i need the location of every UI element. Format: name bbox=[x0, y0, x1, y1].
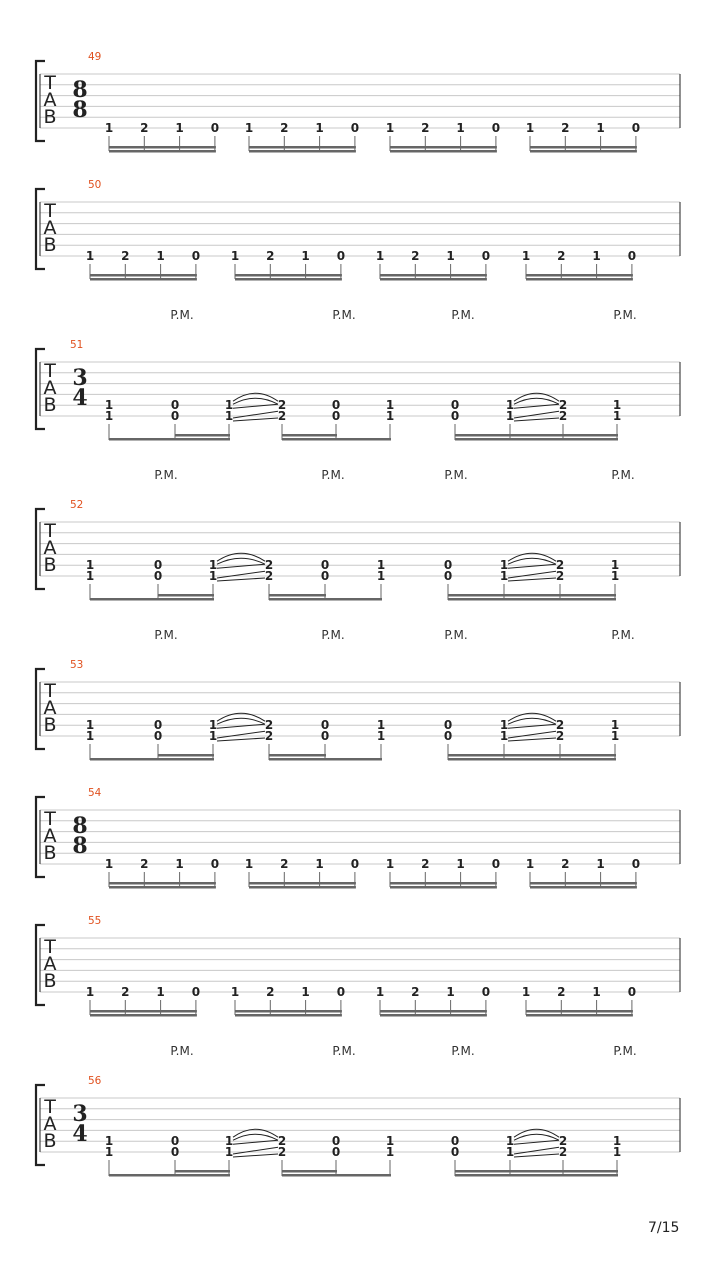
beam bbox=[530, 882, 637, 885]
fret-number-upper: 1 bbox=[505, 398, 515, 413]
fret-number: 1 bbox=[521, 249, 531, 263]
fret-number-upper: 1 bbox=[499, 558, 509, 573]
beam bbox=[90, 1010, 197, 1013]
fret-number-lower: 1 bbox=[612, 409, 622, 423]
tab-clef-letter: T bbox=[44, 808, 56, 830]
fret-number-lower: 0 bbox=[153, 569, 163, 583]
fret-number: 1 bbox=[375, 985, 385, 999]
fret-number: 1 bbox=[456, 121, 465, 135]
slide-line bbox=[233, 411, 278, 418]
fret-number: 1 bbox=[596, 121, 605, 135]
fret-number-lower: 0 bbox=[170, 1145, 180, 1159]
slur-arc bbox=[217, 558, 265, 564]
fret-number: 0 bbox=[350, 121, 360, 135]
time-signature-bottom: 4 bbox=[72, 1121, 88, 1147]
fret-number-lower: 1 bbox=[104, 1145, 114, 1159]
slide-line bbox=[233, 1147, 278, 1154]
fret-number-upper: 1 bbox=[505, 1134, 515, 1149]
tab-clef-letter: T bbox=[44, 360, 56, 382]
fret-number-upper: 0 bbox=[320, 558, 330, 573]
fret-number-lower: 2 bbox=[558, 409, 568, 423]
slur-arc bbox=[233, 398, 278, 404]
fret-number: 2 bbox=[557, 985, 566, 999]
fret-number: 1 bbox=[85, 985, 95, 999]
fret-number-upper: 1 bbox=[612, 398, 622, 413]
tab-clef-letter: B bbox=[43, 714, 57, 736]
tab-system-49 bbox=[36, 51, 680, 153]
slide-line bbox=[217, 578, 265, 581]
slide-line bbox=[233, 418, 278, 421]
beam bbox=[380, 1010, 487, 1013]
beam bbox=[390, 882, 497, 885]
beam bbox=[235, 1010, 342, 1013]
measure-number: 52 bbox=[70, 499, 84, 511]
palm-mute-label: P.M. bbox=[321, 468, 345, 482]
fret-number-lower: 1 bbox=[385, 1145, 395, 1159]
beam bbox=[530, 146, 637, 149]
fret-number: 1 bbox=[85, 249, 95, 263]
fret-number-lower: 1 bbox=[208, 729, 218, 743]
fret-number: 0 bbox=[210, 857, 220, 871]
fret-number: 1 bbox=[592, 249, 601, 263]
slide-line bbox=[514, 1147, 559, 1154]
slide-line bbox=[508, 731, 556, 738]
fret-number-lower: 0 bbox=[443, 729, 453, 743]
tab-clef-letter: A bbox=[43, 953, 57, 975]
fret-number: 2 bbox=[280, 857, 289, 871]
fret-number-lower: 1 bbox=[610, 729, 620, 743]
palm-mute-label: P.M. bbox=[170, 308, 194, 322]
beam bbox=[390, 146, 497, 149]
beam bbox=[390, 150, 497, 153]
fret-number: 1 bbox=[385, 857, 395, 871]
beam bbox=[109, 886, 216, 889]
fret-number: 1 bbox=[375, 249, 385, 263]
fret-number-lower: 2 bbox=[555, 729, 565, 743]
fret-number: 1 bbox=[525, 857, 535, 871]
fret-number-lower: 0 bbox=[331, 1145, 341, 1159]
fret-number-upper: 2 bbox=[555, 558, 565, 573]
tab-system-50 bbox=[36, 179, 680, 281]
fret-number-upper: 2 bbox=[277, 1134, 287, 1149]
tab-clef-letter: T bbox=[44, 936, 56, 958]
beam bbox=[455, 438, 618, 441]
fret-number-upper: 1 bbox=[224, 1134, 234, 1149]
beam-secondary bbox=[282, 1170, 337, 1173]
fret-number: 2 bbox=[411, 249, 420, 263]
time-signature-top: 8 bbox=[72, 813, 88, 839]
fret-number: 2 bbox=[140, 121, 149, 135]
fret-number-lower: 0 bbox=[331, 409, 341, 423]
fret-number: 2 bbox=[411, 985, 420, 999]
fret-number: 1 bbox=[592, 985, 601, 999]
fret-number-lower: 2 bbox=[264, 729, 274, 743]
fret-number: 0 bbox=[350, 857, 360, 871]
fret-number-upper: 1 bbox=[104, 398, 114, 413]
beam bbox=[235, 274, 342, 277]
tab-clef-letter: B bbox=[43, 554, 57, 576]
fret-number-lower: 1 bbox=[85, 729, 95, 743]
tab-system-51 bbox=[36, 308, 680, 441]
fret-number-upper: 1 bbox=[610, 558, 620, 573]
palm-mute-label: P.M. bbox=[613, 308, 637, 322]
beam bbox=[526, 1014, 633, 1017]
slide-line bbox=[217, 731, 265, 738]
beam bbox=[235, 278, 342, 281]
fret-number-lower: 0 bbox=[450, 409, 460, 423]
tab-clef-letter: B bbox=[43, 970, 57, 992]
palm-mute-label: P.M. bbox=[613, 1044, 637, 1058]
fret-number: 0 bbox=[336, 985, 346, 999]
beam-secondary bbox=[282, 434, 337, 437]
beam-secondary bbox=[455, 1170, 618, 1173]
beam-secondary bbox=[448, 594, 616, 597]
fret-number-lower: 2 bbox=[264, 569, 274, 583]
fret-number-upper: 0 bbox=[153, 718, 163, 733]
fret-number-lower: 0 bbox=[450, 1145, 460, 1159]
fret-number-upper: 2 bbox=[558, 398, 568, 413]
fret-number: 1 bbox=[175, 857, 184, 871]
fret-number-upper: 2 bbox=[264, 718, 274, 733]
beam bbox=[249, 886, 356, 889]
fret-number-upper: 0 bbox=[450, 398, 460, 413]
beam bbox=[249, 882, 356, 885]
slide-line bbox=[217, 738, 265, 741]
time-signature-top: 3 bbox=[72, 365, 88, 391]
tab-clef-letter: B bbox=[43, 106, 57, 128]
fret-number-lower: 0 bbox=[153, 729, 163, 743]
fret-number-upper: 1 bbox=[385, 1134, 395, 1149]
fret-number-lower: 1 bbox=[376, 729, 386, 743]
fret-number: 2 bbox=[561, 121, 570, 135]
tab-clef-letter: B bbox=[43, 234, 57, 256]
fret-number: 2 bbox=[121, 249, 130, 263]
beam bbox=[90, 758, 214, 761]
fret-number-upper: 0 bbox=[331, 1134, 341, 1149]
fret-number-lower: 1 bbox=[224, 409, 234, 423]
fret-number-lower: 1 bbox=[612, 1145, 622, 1159]
beam bbox=[90, 274, 197, 277]
slide-line bbox=[514, 411, 559, 418]
beam bbox=[448, 598, 616, 601]
palm-mute-label: P.M. bbox=[170, 1044, 194, 1058]
fret-number: 1 bbox=[244, 857, 254, 871]
fret-number-upper: 1 bbox=[104, 1134, 114, 1149]
beam bbox=[90, 278, 197, 281]
fret-number-lower: 0 bbox=[443, 569, 453, 583]
fret-number-lower: 1 bbox=[499, 569, 509, 583]
fret-number-upper: 1 bbox=[385, 398, 395, 413]
tab-system-55 bbox=[36, 915, 680, 1017]
beam bbox=[448, 758, 616, 761]
fret-number: 1 bbox=[521, 985, 531, 999]
beam bbox=[269, 598, 382, 601]
fret-number: 2 bbox=[280, 121, 289, 135]
beam-secondary bbox=[269, 594, 326, 597]
fret-number: 2 bbox=[140, 857, 149, 871]
fret-number-upper: 1 bbox=[85, 718, 95, 733]
fret-number-upper: 1 bbox=[85, 558, 95, 573]
fret-number: 1 bbox=[230, 985, 240, 999]
fret-number-upper: 0 bbox=[443, 558, 453, 573]
fret-number: 1 bbox=[156, 249, 165, 263]
palm-mute-label: P.M. bbox=[611, 468, 635, 482]
fret-number-lower: 1 bbox=[85, 569, 95, 583]
beam-secondary bbox=[269, 754, 326, 757]
slur-arc bbox=[508, 718, 556, 724]
palm-mute-label: P.M. bbox=[444, 628, 468, 642]
fret-number-lower: 1 bbox=[505, 1145, 515, 1159]
measure-number: 53 bbox=[70, 659, 84, 671]
fret-number-upper: 1 bbox=[499, 718, 509, 733]
fret-number: 2 bbox=[557, 249, 566, 263]
fret-number-upper: 1 bbox=[376, 718, 386, 733]
fret-number-upper: 0 bbox=[153, 558, 163, 573]
palm-mute-label: P.M. bbox=[154, 628, 178, 642]
palm-mute-label: P.M. bbox=[332, 1044, 356, 1058]
fret-number: 0 bbox=[627, 985, 637, 999]
beam bbox=[90, 598, 214, 601]
measure-number: 55 bbox=[88, 915, 102, 927]
measure-number: 56 bbox=[88, 1075, 102, 1087]
fret-number: 1 bbox=[315, 857, 324, 871]
fret-number: 0 bbox=[627, 249, 637, 263]
tab-clef-letter: A bbox=[43, 697, 57, 719]
fret-number: 1 bbox=[596, 857, 605, 871]
beam bbox=[109, 438, 230, 441]
tab-system-56 bbox=[36, 1044, 680, 1177]
fret-number-lower: 0 bbox=[170, 409, 180, 423]
slur-arc bbox=[508, 558, 556, 564]
fret-number: 1 bbox=[446, 985, 455, 999]
fret-number: 2 bbox=[266, 249, 275, 263]
tab-clef-letter: A bbox=[43, 217, 57, 239]
tab-clef-letter: T bbox=[44, 200, 56, 222]
fret-number: 1 bbox=[456, 857, 465, 871]
fret-number-lower: 1 bbox=[499, 729, 509, 743]
fret-number-lower: 0 bbox=[320, 729, 330, 743]
tab-clef-letter: A bbox=[43, 377, 57, 399]
slide-line bbox=[508, 571, 556, 578]
fret-number: 1 bbox=[175, 121, 184, 135]
tab-clef-letter: A bbox=[43, 1113, 57, 1135]
fret-number: 1 bbox=[156, 985, 165, 999]
beam bbox=[380, 278, 487, 281]
beam bbox=[380, 1014, 487, 1017]
fret-number: 1 bbox=[301, 249, 310, 263]
slur-arc bbox=[514, 1134, 559, 1140]
beam bbox=[109, 882, 216, 885]
fret-number-lower: 2 bbox=[555, 569, 565, 583]
fret-number-upper: 1 bbox=[612, 1134, 622, 1149]
fret-number-upper: 1 bbox=[610, 718, 620, 733]
palm-mute-label: P.M. bbox=[444, 468, 468, 482]
fret-number: 2 bbox=[421, 121, 430, 135]
fret-number: 1 bbox=[104, 121, 114, 135]
fret-number: 1 bbox=[301, 985, 310, 999]
beam-secondary bbox=[158, 594, 214, 597]
fret-number-upper: 2 bbox=[264, 558, 274, 573]
fret-number-lower: 1 bbox=[224, 1145, 234, 1159]
fret-number-lower: 2 bbox=[277, 409, 287, 423]
fret-number-upper: 1 bbox=[224, 398, 234, 413]
fret-number-upper: 2 bbox=[277, 398, 287, 413]
time-signature-bottom: 4 bbox=[72, 385, 88, 411]
slide-line bbox=[514, 418, 559, 421]
beam bbox=[109, 1174, 230, 1177]
fret-number-lower: 2 bbox=[277, 1145, 287, 1159]
fret-number: 0 bbox=[336, 249, 346, 263]
beam bbox=[90, 1014, 197, 1017]
fret-number-lower: 1 bbox=[376, 569, 386, 583]
fret-number: 2 bbox=[561, 857, 570, 871]
beam bbox=[530, 150, 637, 153]
tab-clef-letter: T bbox=[44, 680, 56, 702]
beam-secondary bbox=[175, 1170, 230, 1173]
palm-mute-label: P.M. bbox=[451, 308, 475, 322]
tab-clef-letter: A bbox=[43, 825, 57, 847]
time-signature-top: 3 bbox=[72, 1101, 88, 1127]
palm-mute-label: P.M. bbox=[154, 468, 178, 482]
fret-number-upper: 0 bbox=[450, 1134, 460, 1149]
slur-arc bbox=[233, 1134, 278, 1140]
beam bbox=[530, 886, 637, 889]
tab-clef-letter: B bbox=[43, 1130, 57, 1152]
tab-system-53 bbox=[36, 628, 680, 761]
measure-number: 49 bbox=[88, 51, 102, 63]
beam bbox=[390, 886, 497, 889]
palm-mute-label: P.M. bbox=[332, 308, 356, 322]
beam bbox=[380, 274, 487, 277]
fret-number: 0 bbox=[191, 249, 201, 263]
slide-line bbox=[233, 1154, 278, 1157]
fret-number-upper: 0 bbox=[443, 718, 453, 733]
slide-line bbox=[508, 578, 556, 581]
fret-number-upper: 0 bbox=[331, 398, 341, 413]
fret-number: 0 bbox=[191, 985, 201, 999]
beam bbox=[249, 150, 356, 153]
beam bbox=[235, 1014, 342, 1017]
fret-number: 2 bbox=[421, 857, 430, 871]
fret-number: 1 bbox=[104, 857, 114, 871]
page-number: 7/15 bbox=[648, 1220, 680, 1236]
tab-clef-letter: T bbox=[44, 1096, 56, 1118]
beam bbox=[526, 274, 633, 277]
slur-arc bbox=[217, 718, 265, 724]
time-signature-bottom: 8 bbox=[72, 97, 88, 123]
fret-number: 0 bbox=[481, 985, 491, 999]
fret-number-upper: 0 bbox=[320, 718, 330, 733]
slide-line bbox=[508, 738, 556, 741]
beam bbox=[109, 150, 216, 153]
fret-number: 1 bbox=[230, 249, 240, 263]
beam-secondary bbox=[175, 434, 230, 437]
tab-system-52 bbox=[36, 468, 680, 601]
fret-number: 1 bbox=[244, 121, 254, 135]
fret-number: 2 bbox=[121, 985, 130, 999]
beam-secondary bbox=[455, 434, 618, 437]
fret-number: 0 bbox=[491, 857, 501, 871]
measure-number: 51 bbox=[70, 339, 84, 351]
fret-number: 1 bbox=[315, 121, 324, 135]
time-signature-top: 8 bbox=[72, 77, 88, 103]
fret-number: 2 bbox=[266, 985, 275, 999]
palm-mute-label: P.M. bbox=[321, 628, 345, 642]
palm-mute-label: P.M. bbox=[611, 628, 635, 642]
slur-arc bbox=[514, 398, 559, 404]
tab-clef-letter: A bbox=[43, 537, 57, 559]
beam bbox=[269, 758, 382, 761]
tab-clef-letter: B bbox=[43, 394, 57, 416]
beam bbox=[282, 438, 391, 441]
tab-clef-letter: T bbox=[44, 72, 56, 94]
fret-number: 0 bbox=[210, 121, 220, 135]
fret-number-lower: 1 bbox=[610, 569, 620, 583]
measure-number: 50 bbox=[88, 179, 102, 191]
beam-secondary bbox=[448, 754, 616, 757]
fret-number: 0 bbox=[631, 857, 641, 871]
tab-system-54 bbox=[36, 787, 680, 889]
fret-number: 0 bbox=[491, 121, 501, 135]
fret-number: 0 bbox=[631, 121, 641, 135]
fret-number-lower: 1 bbox=[385, 409, 395, 423]
fret-number-upper: 0 bbox=[170, 1134, 180, 1149]
beam bbox=[282, 1174, 391, 1177]
fret-number-lower: 2 bbox=[558, 1145, 568, 1159]
time-signature-bottom: 8 bbox=[72, 833, 88, 859]
beam bbox=[249, 146, 356, 149]
fret-number: 1 bbox=[385, 121, 395, 135]
slide-line bbox=[514, 1154, 559, 1157]
fret-number-upper: 0 bbox=[170, 398, 180, 413]
fret-number-lower: 0 bbox=[320, 569, 330, 583]
beam bbox=[526, 1010, 633, 1013]
slide-line bbox=[217, 571, 265, 578]
beam-secondary bbox=[158, 754, 214, 757]
fret-number-upper: 1 bbox=[208, 558, 218, 573]
palm-mute-label: P.M. bbox=[451, 1044, 475, 1058]
fret-number-lower: 1 bbox=[104, 409, 114, 423]
fret-number-lower: 1 bbox=[208, 569, 218, 583]
fret-number-upper: 2 bbox=[558, 1134, 568, 1149]
beam bbox=[455, 1174, 618, 1177]
fret-number-upper: 1 bbox=[376, 558, 386, 573]
fret-number: 0 bbox=[481, 249, 491, 263]
tab-clef-letter: B bbox=[43, 842, 57, 864]
beam bbox=[526, 278, 633, 281]
measure-number: 54 bbox=[88, 787, 102, 799]
beam bbox=[109, 146, 216, 149]
fret-number-lower: 1 bbox=[505, 409, 515, 423]
tab-clef-letter: A bbox=[43, 89, 57, 111]
fret-number-upper: 2 bbox=[555, 718, 565, 733]
tab-clef-letter: T bbox=[44, 520, 56, 542]
fret-number-upper: 1 bbox=[208, 718, 218, 733]
fret-number: 1 bbox=[446, 249, 455, 263]
fret-number: 1 bbox=[525, 121, 535, 135]
